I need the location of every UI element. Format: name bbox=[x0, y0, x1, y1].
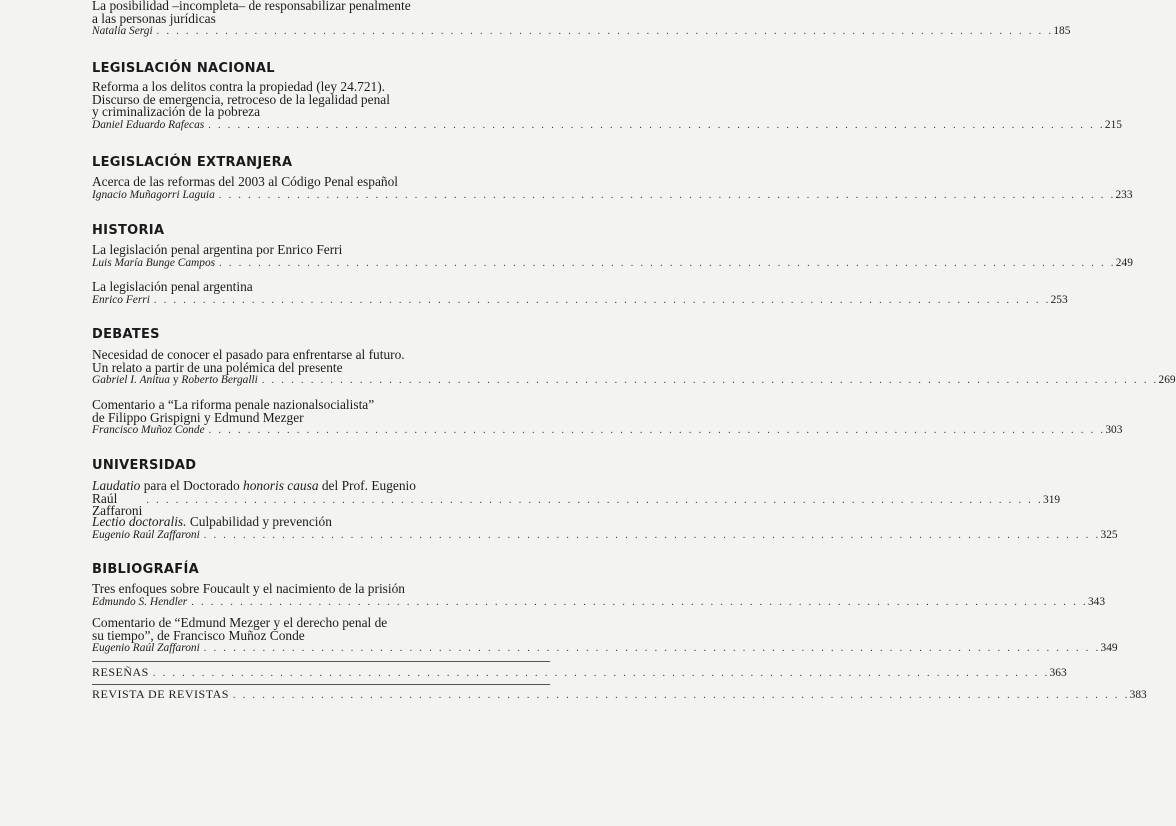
entry-title: Culpabilidad y prevención bbox=[186, 514, 332, 529]
section-heading-historia: HISTORIA bbox=[92, 223, 165, 238]
toc-entry bbox=[92, 242, 1133, 270]
entry-title-italic: Laudatio bbox=[92, 478, 141, 493]
entry-title-italic: honoris causa bbox=[243, 478, 319, 493]
entry-page: 269 bbox=[1158, 374, 1176, 386]
toc-entry bbox=[92, 79, 1122, 132]
dot-leader: . . . . . . . . . . . . . . . . . . . . . . . . . . . . . . . . . . . . . . . . . . . . . . . . . . . . . . . . . . . . . . . . . . . . . . . . . . . . . . . . . . . . . . . . . . . . bbox=[261, 375, 1159, 386]
entry-author: Daniel Eduardo Rafecas bbox=[92, 118, 205, 131]
entry-title: Reforma a los delitos contra la propiedad (ley 24.721). bbox=[92, 79, 386, 94]
extra-label: REVISTA DE REVISTAS bbox=[92, 687, 229, 701]
entry-title: La legislación penal argentina por Enrico Ferri bbox=[92, 242, 343, 257]
dot-leader: . . . . . . . . . . . . . . . . . . . . . . . . . . . . . . . . . . . . . . . . . . . . . . . . . . . . . . . . . . . . . . . . . . . . . . . . . . . . . . . . . . . . . . . . . . . . bbox=[208, 119, 1105, 131]
divider bbox=[92, 684, 550, 685]
entry-page: 249 bbox=[1115, 256, 1133, 269]
toc-entry bbox=[92, 581, 1106, 609]
entry-page: 363 bbox=[1049, 667, 1067, 679]
entry-title: Raúl Zaffaroni bbox=[92, 490, 143, 518]
entry-title: La posibilidad –incompleta– de responsabilizar penalmente bbox=[92, 0, 411, 13]
toc-extra-entry bbox=[92, 687, 1147, 702]
toc-entry bbox=[92, 347, 1176, 388]
toc-entry bbox=[92, 0, 1071, 39]
entry-page: 383 bbox=[1129, 689, 1147, 701]
entry-title: Acerca de las reformas del 2003 al Código Penal español bbox=[92, 174, 399, 189]
dot-leader: . . . . . . . . . . . . . . . . . . . . . . . . . . . . . . . . . . . . . . . . . . . . . . . . . . . . . . . . . . . . . . . . . . . . . . . . . . . . . . . . . . . . . . . . . . . . bbox=[156, 26, 1054, 37]
entry-title: y criminalización de la pobreza bbox=[92, 104, 261, 119]
entry-title: La legislación penal argentina bbox=[92, 279, 253, 294]
entry-title: Comentario de “Edmund Mezger y el derecho penal de bbox=[92, 615, 388, 630]
dot-leader: . . . . . . . . . . . . . . . . . . . . . . . . . . . . . . . . . . . . . . . . . . . . . . . . . . . . . . . . . . . . . . . . . . . . . . . . . . . . . . . . . . . . . . . . . . . . bbox=[203, 643, 1101, 654]
dot-leader: . . . . . . . . . . . . . . . . . . . . . . . . . . . . . . . . . . . . . . . . . . . . . . . . . . . . . . . . . . . . . . . . . . . . . . . . . . . . . . . . . . . . . . . . . . . . bbox=[219, 257, 1116, 269]
section-heading-debates: DEBATES bbox=[92, 327, 160, 342]
entry-page: 233 bbox=[1115, 188, 1133, 201]
entry-page: 349 bbox=[1100, 642, 1118, 654]
entry-author: Ignacio Muñagorri Laguia bbox=[92, 188, 215, 201]
section-heading-bibliografia: BIBLIOGRAFÍA bbox=[92, 562, 199, 577]
entry-page: 325 bbox=[1100, 528, 1118, 541]
dot-leader: . . . . . . . . . . . . . . . . . . . . . . . . . . . . . . . . . . . . . . . . . . . . . . . . . . . . . . . . . . . . . . . . . . . . . . . . . . . . . . . . . . . . . . . . . . . . bbox=[232, 690, 1130, 701]
entry-title: a las personas jurídicas bbox=[92, 10, 216, 26]
dot-leader: . . . . . . . . . . . . . . . . . . . . . . . . . . . . . . . . . . . . . . . . . . . . . . . . . . . . . . . . . . . . . . . . . . . . . . . . . . . . . . . . . . . . . . . . . . . . bbox=[208, 425, 1106, 436]
toc-entry bbox=[92, 174, 1133, 202]
toc-entry bbox=[92, 279, 1068, 307]
entry-author: Edmundo S. Hendler bbox=[92, 595, 188, 608]
dot-leader: . . . . . . . . . . . . . . . . . . . . . . . . . . . . . . . . . . . . . . . . . . . . . . . . . . . . . . . . . . . . . . . . . . . . . . . . . . . . . . . . . . . . . . . . . . . . bbox=[152, 668, 1050, 679]
entry-title: del Prof. Eugenio bbox=[318, 478, 416, 493]
extra-label: RESEÑAS bbox=[92, 665, 149, 679]
dot-leader: . . . . . . . . . . . . . . . . . . . . . . . . . . . . . . . . . . . . . . . . . . . . . . . . . . . . . . . . . . . . . . . . . . . . . . . . . . . . . . . . . . . . . . . . . . . . bbox=[153, 294, 1051, 306]
toc-entry bbox=[92, 478, 1061, 518]
dot-leader: . . . . . . . . . . . . . . . . . . . . . . . . . . . . . . . . . . . . . . . . . . . . . . . . . . . . . . . . . . . . . . . . . . . . . . . . . . . . . . . . . . . . . . . . . . . . bbox=[146, 494, 1044, 506]
entry-title: Necesidad de conocer el pasado para enfrentarse al futuro. bbox=[92, 347, 405, 362]
entry-author: Francisco Muñoz Conde bbox=[92, 424, 205, 436]
entry-author: Eugenio Raúl Zaffaroni bbox=[92, 642, 200, 654]
section-heading-universidad: UNIVERSIDAD bbox=[92, 458, 197, 473]
section-heading-legislacion-extranjera: LEGISLACIÓN EXTRANJERA bbox=[92, 155, 293, 170]
entry-page: 185 bbox=[1053, 25, 1071, 37]
entry-page: 303 bbox=[1105, 424, 1123, 436]
entry-page: 253 bbox=[1050, 293, 1068, 306]
toc-entry bbox=[92, 615, 1118, 656]
entry-title-italic: Lectio doctoralis. bbox=[92, 514, 187, 529]
entry-page: 215 bbox=[1104, 118, 1122, 131]
entry-title: de Filippo Grispigni y Edmund Mezger bbox=[92, 409, 304, 425]
toc-extra-entry bbox=[92, 665, 1067, 680]
entry-page: 319 bbox=[1043, 493, 1061, 506]
entry-title: Comentario a “La riforma penale nazionalsocialista” bbox=[92, 397, 375, 412]
section-heading-legislacion-nacional: LEGISLACIÓN NACIONAL bbox=[92, 61, 275, 76]
entry-author: Natalia Sergi bbox=[92, 25, 153, 37]
toc-entry bbox=[92, 514, 1118, 542]
entry-title: para el Doctorado bbox=[140, 478, 243, 493]
dot-leader: . . . . . . . . . . . . . . . . . . . . . . . . . . . . . . . . . . . . . . . . . . . . . . . . . . . . . . . . . . . . . . . . . . . . . . . . . . . . . . . . . . . . . . . . . . . . bbox=[191, 596, 1088, 608]
dot-leader: . . . . . . . . . . . . . . . . . . . . . . . . . . . . . . . . . . . . . . . . . . . . . . . . . . . . . . . . . . . . . . . . . . . . . . . . . . . . . . . . . . . . . . . . . . . . bbox=[218, 189, 1116, 201]
entry-title: Un relato a partir de una polémica del presente bbox=[92, 359, 343, 375]
entry-title: Discurso de emergencia, retroceso de la legalidad penal bbox=[92, 91, 390, 107]
entry-author: Roberto Bergalli bbox=[181, 374, 258, 386]
entry-author: Luis María Bunge Campos bbox=[92, 256, 216, 269]
entry-author: Gabriel I. Anitua bbox=[92, 374, 170, 386]
dot-leader: . . . . . . . . . . . . . . . . . . . . . . . . . . . . . . . . . . . . . . . . . . . . . . . . . . . . . . . . . . . . . . . . . . . . . . . . . . . . . . . . . . . . . . . . . . . . bbox=[203, 529, 1101, 541]
entry-author: Enrico Ferri bbox=[92, 293, 150, 306]
toc-entry bbox=[92, 397, 1123, 438]
author-joiner: y bbox=[172, 374, 179, 386]
entry-author: Eugenio Raúl Zaffaroni bbox=[92, 528, 200, 541]
entry-title: su tiempo”, de Francisco Muñoz Conde bbox=[92, 627, 305, 643]
entry-page: 343 bbox=[1087, 595, 1106, 608]
divider bbox=[92, 661, 550, 662]
entry-title: Tres enfoques sobre Foucault y el nacimiento de la prisión bbox=[92, 581, 406, 596]
